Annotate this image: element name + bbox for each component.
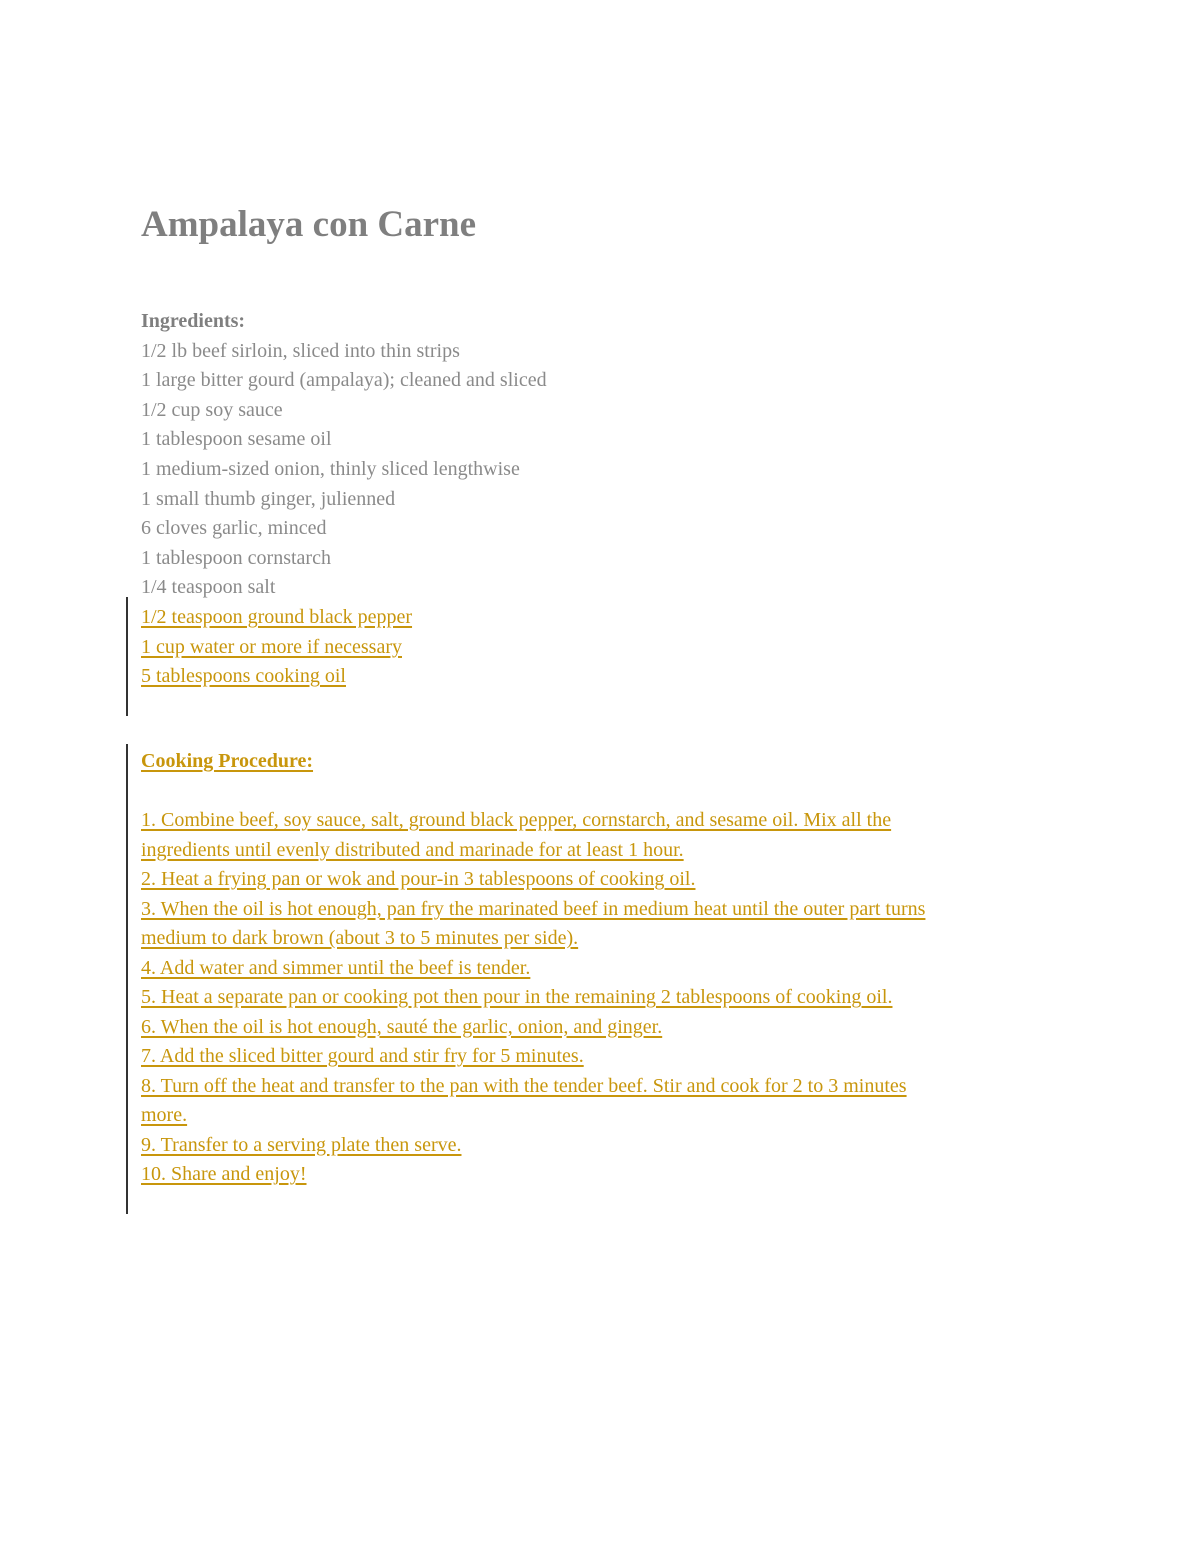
tracked-ingredient-item: 1 cup water or more if necessary xyxy=(141,635,402,658)
change-bar-ingredients xyxy=(126,597,128,716)
ingredient-item: 1 small thumb ginger, julienned xyxy=(141,487,396,510)
recipe-title: Ampalaya con Carne xyxy=(141,204,477,245)
procedure-line: medium to dark brown (about 3 to 5 minutes per side). xyxy=(141,927,579,949)
procedure-line: 4. Add water and simmer until the beef is tender. xyxy=(141,956,531,979)
procedure-line: 10. Share and enjoy! xyxy=(141,1163,307,1185)
ingredient-item: 6 cloves garlic, minced xyxy=(141,517,327,540)
ingredient-item: 1/4 teaspoon salt xyxy=(141,576,276,599)
ingredients-section xyxy=(141,307,547,692)
procedure-line: 9. Transfer to a serving plate then serve. xyxy=(141,1133,462,1156)
procedure-heading: Cooking Procedure: xyxy=(141,750,314,772)
ingredient-item: 1/2 cup soy sauce xyxy=(141,398,283,421)
procedure-line: 7. Add the sliced bitter gourd and stir fry for 5 minutes. xyxy=(141,1045,584,1067)
procedure-line: 8. Turn off the heat and transfer to the pan with the tender beef. Stir and cook for 2 to 3 minutes xyxy=(141,1074,907,1097)
procedure-line: more. xyxy=(141,1104,188,1126)
ingredient-item: 1 tablespoon sesame oil xyxy=(141,428,332,451)
ingredient-item: 1 tablespoon cornstarch xyxy=(141,546,331,569)
procedure-line: ingredients until evenly distributed and marinade for at least 1 hour. xyxy=(141,838,684,861)
ingredient-item: 1 medium-sized onion, thinly sliced lengthwise xyxy=(141,457,520,480)
procedure-line: 6. When the oil is hot enough, sauté the garlic, onion, and ginger. xyxy=(141,1015,663,1038)
tracked-ingredient-item: 5 tablespoons cooking oil xyxy=(141,665,346,688)
procedure-line: 3. When the oil is hot enough, pan fry the marinated beef in medium heat until the outer part turns xyxy=(141,897,926,920)
ingredient-item: 1/2 lb beef sirloin, sliced into thin strips xyxy=(141,339,460,362)
tracked-ingredient-item: 1/2 teaspoon ground black pepper xyxy=(141,605,413,628)
procedure-line: 1. Combine beef, soy sauce, salt, ground black pepper, cornstarch, and sesame oil. Mix all the xyxy=(141,809,892,831)
ingredient-item: 1 large bitter gourd (ampalaya); cleaned and sliced xyxy=(141,369,547,392)
change-bar-procedure xyxy=(126,744,128,1214)
procedure-line: 2. Heat a frying pan or wok and pour-in 3 tablespoons of cooking oil. xyxy=(141,868,696,890)
procedure-section xyxy=(141,747,925,1190)
blank-line xyxy=(141,777,925,807)
procedure-line: 5. Heat a separate pan or cooking pot then pour in the remaining 2 tablespoons of cooking oil. xyxy=(141,986,893,1008)
ingredients-heading: Ingredients: xyxy=(141,310,246,332)
